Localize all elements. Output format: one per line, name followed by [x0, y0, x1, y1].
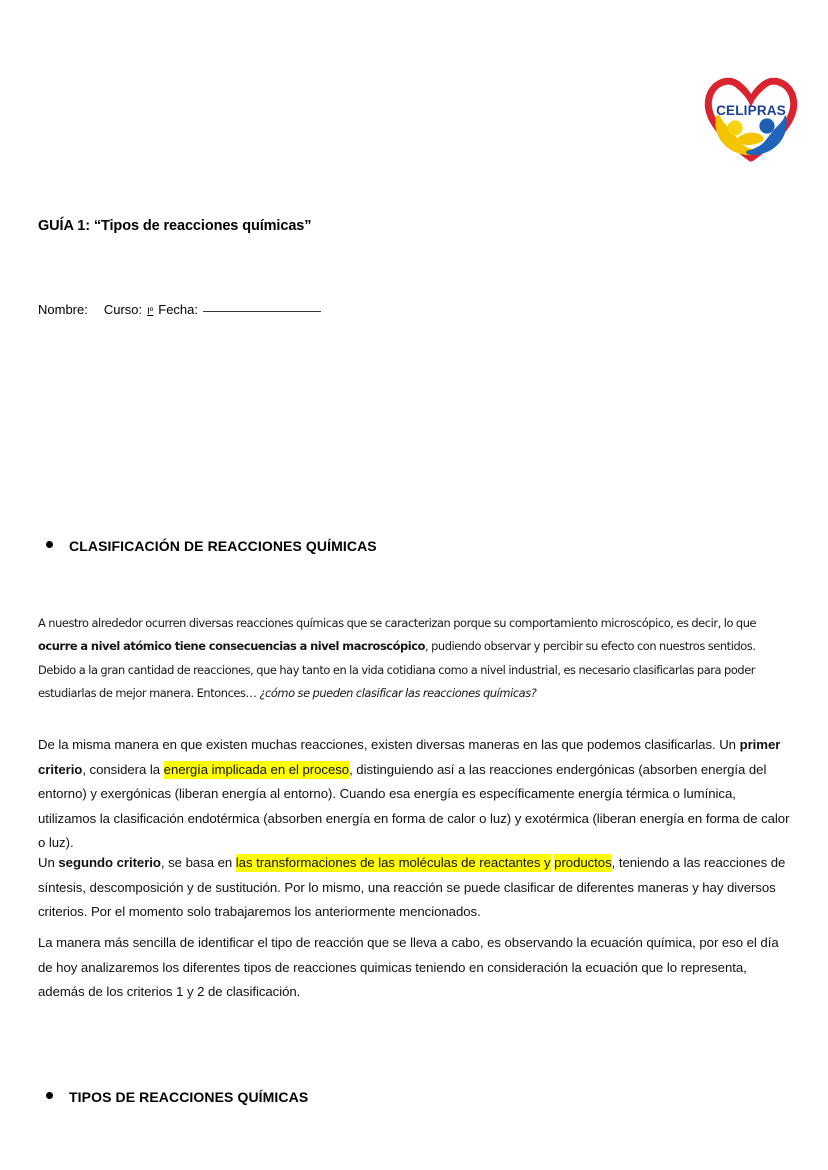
page-title: GUÍA 1: “Tipos de reacciones químicas” [38, 218, 312, 234]
p2-run2: , considera la [82, 761, 164, 777]
highlight-energia-implicada-en-el-proceso: energía implicada en el proceso [163, 761, 350, 777]
p3-run1: Un [38, 855, 59, 870]
paragraph-segundo-criterio [38, 851, 792, 925]
highlight-productos: productos [554, 855, 612, 870]
p1-italic-question: ¿cómo se pueden clasificar las reacciones químicas? [259, 686, 537, 701]
p3-run2: , se basa en [160, 855, 236, 870]
p1-run2: , pudiendo observar y percibir su efecto con nuestros sentidos. Debido a la gran cantidad de reacciones, que hay tanto en la vida cotidiana como a nivel industrial, es necesario clasificarlas para poder estudiarlas de mejor manera. Entonces… [38, 639, 756, 701]
heading-label: TIPOS DE REACCIONES QUÍMICAS [69, 1089, 309, 1105]
heading-clasificacion-de-reacciones-quimicas [46, 538, 377, 554]
p1-run1: A nuestro alrededor ocurren diversas reacciones químicas que se caracterizan porque su comportamiento microscópico, es decir, lo que [38, 616, 757, 630]
paragraph-primer-criterio [38, 733, 792, 856]
p2-run3: , distinguiendo así a las reacciones endergónicas (absorben energía del entorno) y exergónicas (liberan energía al entorno). Cuando esa energía es específicamente energía térmica o lumínica, utilizamos la clasificación endotérmica (absorben energía en forma de calor o luz) y exotérmica (liberan energía en forma de calor o luz). [38, 761, 790, 851]
p3-bold-segundo-criterio: segundo criterio [58, 855, 161, 870]
figure-yellow-head [727, 120, 742, 135]
fecha-blank-rule[interactable] [203, 311, 321, 312]
figure-blue-head [759, 118, 774, 133]
p2-bold-primer-criterio: primer criterio [38, 737, 781, 777]
p1-bold1: ocurre a nivel atómico tiene consecuencias a nivel macroscópico [38, 639, 425, 654]
p4-run1: La manera más sencilla de identificar el tipo de reacción que se lleva a cabo, es observando la ecuación química, por eso el día de hoy analizaremos los diferentes tipos de reacciones quimicas teniendo en consideración la ecuación que lo representa, además de los criterios 1 y 2 de clasificación. [38, 935, 779, 1000]
student-info-line [38, 302, 321, 317]
highlight-transformaciones-moleculas: las transformaciones de las moléculas de reactantes y [235, 855, 551, 870]
paragraph-ecuacion-quimica [38, 931, 792, 1005]
celipras-logo [703, 72, 799, 166]
curso-label: Curso: [103, 302, 143, 317]
p2-run1: De la misma manera en que existen muchas reacciones, existen diversas maneras en las que podemos clasificarlas. Un [38, 737, 740, 752]
logo-wordmark: CELIPRAS [716, 103, 786, 118]
paragraph-introduccion [38, 612, 792, 706]
fecha-label: Fecha: [158, 302, 199, 317]
nombre-label: Nombre: [38, 302, 88, 317]
curso-value: Iº [147, 306, 154, 317]
p3-run4: , teniendo a las reacciones de síntesis, descomposición y de sustitución. Por lo mismo, una reacción se puede clasificar de diferentes maneras y hay diversos criterios. Por el momento solo trabajaremos los anteriormente mencionados. [38, 855, 786, 920]
bullet-dot-icon [46, 541, 53, 548]
heading-label: CLASIFICACIÓN DE REACCIONES QUÍMICAS [69, 538, 377, 554]
heading-tipos-de-reacciones-quimicas [46, 1089, 308, 1105]
bullet-dot-icon [46, 1092, 53, 1099]
